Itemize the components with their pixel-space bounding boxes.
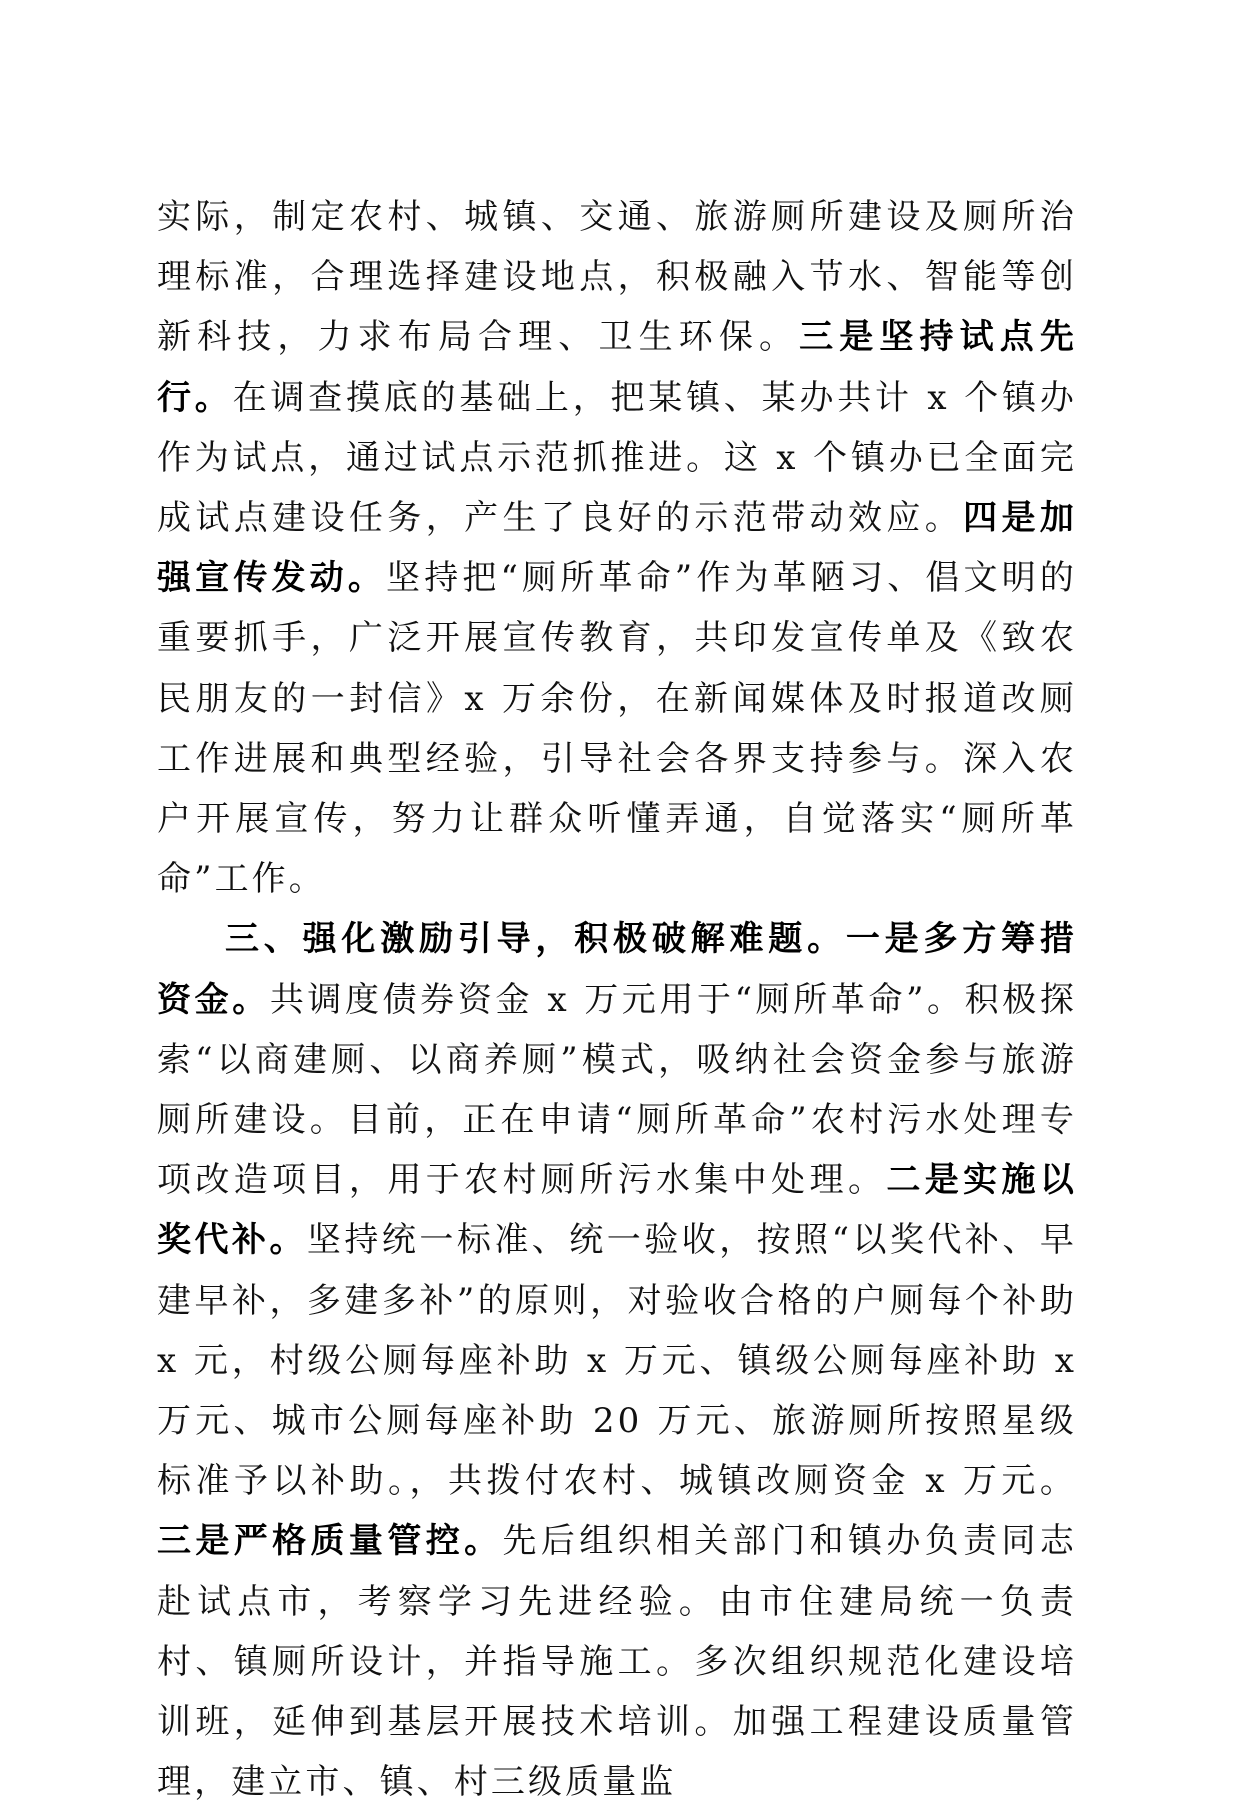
- paragraph-2: [157, 909, 1077, 1812]
- text-run: 先后组织相关部门和镇办负责同志赴试点市，考察学习先进经验。由市住建局统一负责村、镇厕所设计，并指导施工。多次组织规范化建设培训班，延伸到基层开展技术培训。加强工程建设质量管理，建立市、镇、村三级质量监: [157, 1521, 1077, 1803]
- text-run: 坚持统一标准、统一验收，按照“以奖代补、早建早补，多建多补”的原则，对验收合格的户厕每个补助 x 元，村级公厕每座补助 x 万元、镇级公厕每座补助 x 万元、城市公厕每座补助 20 万元、旅游厕所按照星级标准予以补助。，共拨付农村、城镇改厕资金 x 万元。: [157, 1220, 1077, 1502]
- document-body: [157, 187, 1077, 1812]
- text-run: 坚持把“厕所革命”作为革陋习、倡文明的重要抓手，广泛开展宣传教育，共印发宣传单及《致农民朋友的一封信》x 万余份，在新闻媒体及时报道改厕工作进展和典型经验，引导社会各界支持参与。深入农户开展宣传，努力让群众听懂弄通，自觉落实“厕所革命”工作。: [157, 558, 1077, 900]
- text-run: 实际，制定农村、城镇、交通、旅游厕所建设及厕所治理标准，合理选择建设地点，积极融入节水、智能等创新科技，力求布局合理、卫生环保。: [157, 197, 1077, 358]
- section-heading-run: 三、强化激励引导，积极破解难题。一是多方筹措资金。: [157, 919, 1077, 1020]
- bold-heading-run: 三是坚持试点先行。: [157, 317, 1077, 418]
- text-run: 在调查摸底的基础上，把某镇、某办共计 x 个镇办作为试点，通过试点示范抓推进。这 x 个镇办已全面完成试点建设任务，产生了良好的示范带动效应。: [157, 377, 1077, 539]
- bold-heading-run: 三是严格质量管控。: [157, 1521, 503, 1562]
- paragraph-1: [157, 187, 1077, 909]
- bold-heading-run: 四是加强宣传发动。: [157, 498, 1077, 599]
- bold-heading-run: 二是实施以奖代补。: [157, 1160, 1078, 1261]
- text-run: 共调度债券资金 x 万元用于“厕所革命”。积极探索“以商建厕、以商养厕”模式，吸纳社会资金参与旅游厕所建设。目前，正在申请“厕所革命”农村污水处理专项改造项目，用于农村厕所污水集中处理。: [157, 979, 1077, 1201]
